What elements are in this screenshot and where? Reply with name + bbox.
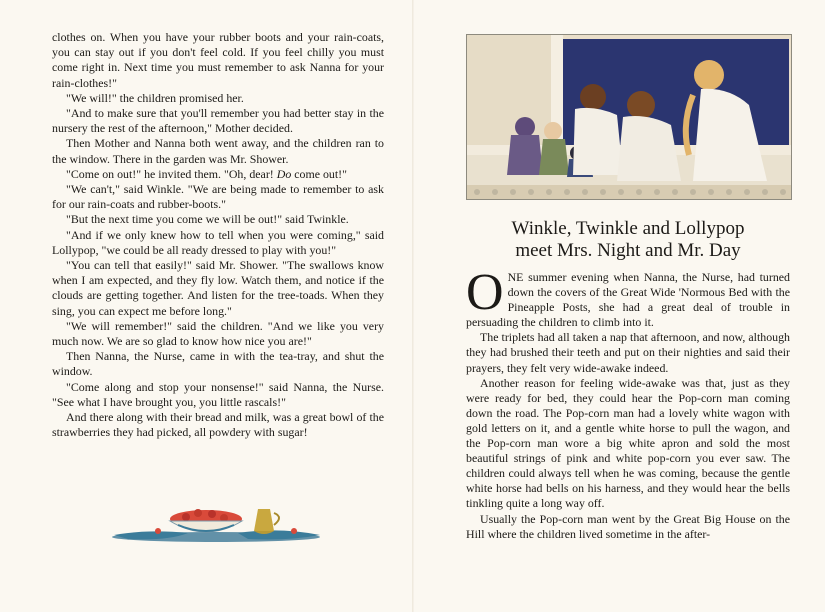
emphasis-word: Do: [276, 166, 292, 181]
opening-paragraph: [466, 264, 790, 330]
strawberry-bowl-illustration: [108, 497, 323, 550]
left-page: [52, 30, 384, 440]
left-paragraph: "We can't," said Winkle. "We are being made to remember to ask for our rain-coats and rubber-boots.": [52, 182, 384, 212]
right-paragraph: Usually the Pop-corn man went by the Great Big House on the Hill where the children lived sometime in the after-: [466, 511, 790, 541]
opening-paragraph-text: NE summer evening when Nanna, the Nurse, had turned down the covers of the Great Wide 'Normous Bed with the Pineapple Posts, she had a great deal of trouble in persuading the children to climb into it.: [466, 270, 790, 330]
strawberry-bowl-icon: [108, 497, 323, 545]
right-paragraph: The triplets had all taken a nap that afternoon, and now, although they had brushed their teeth and put on their nighties and said their prayers, they felt very wide-awake indeed.: [466, 330, 790, 375]
left-paragraph: [52, 167, 384, 182]
left-paragraph: And there along with their bread and milk, was a great bowl of the strawberries they had picked, all powdery with sugar!: [52, 410, 384, 440]
left-paragraph: "And if we only knew how to tell when you were coming," said Lollypop, "we could be all ready dressed to play with you!": [52, 227, 384, 257]
right-paragraph: Another reason for feeling wide-awake was that, just as they were ready for bed, they could hear the Pop-corn man coming down the road. The Pop-corn man had a lovely white wagon with gold letters on it, and a gentle white horse to pull the wagon, and the Pop-corn man wore a big white apron and sold the most beautiful strings of pink and white pop-corn you ever saw. The children could always tell when he was coming, because the gentle white horse had bells on his harness, and they would hear the bells tinkling quite a long way off.: [466, 375, 790, 511]
drop-cap: O: [466, 264, 504, 321]
left-paragraph-text: "Come on out!" he invited them. "Oh, dear!: [66, 166, 274, 181]
left-paragraph: "But the next time you come we will be out!" said Twinkle.: [66, 212, 349, 227]
left-paragraph: Then Nanna, the Nurse, came in with the tea-tray, and shut the window.: [52, 349, 384, 379]
chapter-title-line-1: Winkle, Twinkle and Lollypop: [511, 218, 745, 239]
children-at-window-illustration: [466, 34, 792, 200]
right-page: [466, 34, 790, 542]
left-paragraph: "You can tell that easily!" said Mr. Shower. "The swallows know when I am expected, and they fly low. Watch them, and notice if the clouds are getting together. And listen for the tree-toads. When they sing, you can expect me before long.": [52, 258, 384, 318]
children-at-window-icon: [467, 35, 791, 199]
page-gutter: [412, 0, 414, 612]
chapter-title-line-2: meet Mrs. Night and Mr. Day: [515, 240, 741, 261]
chapter-title: [466, 218, 790, 262]
left-paragraph: "We will remember!" said the children. "And we like you very much now. We are so glad to know how nice you are!": [52, 318, 384, 349]
left-paragraph-text: come out!": [291, 166, 347, 181]
left-paragraph: "And to make sure that you'll remember you had better stay in the nursery the rest of the afternoon," Mother decided.: [52, 106, 384, 136]
left-paragraph: "We will!" the children promised her.: [66, 90, 244, 105]
left-paragraph: Then Mother and Nanna both went away, and the children ran to the window. There in the garden was Mr. Shower.: [52, 136, 384, 166]
left-paragraph: clothes on. When you have your rubber boots and your rain-coats, you can stay out if you don't feel cold. If you feel chilly you must come right in. Next time you must remember to ask Nanna for your rain-clothes!": [52, 30, 384, 90]
left-paragraph: "Come along and stop your nonsense!" said Nanna, the Nurse. "See what I have brought you, you little rascals!": [52, 379, 384, 409]
